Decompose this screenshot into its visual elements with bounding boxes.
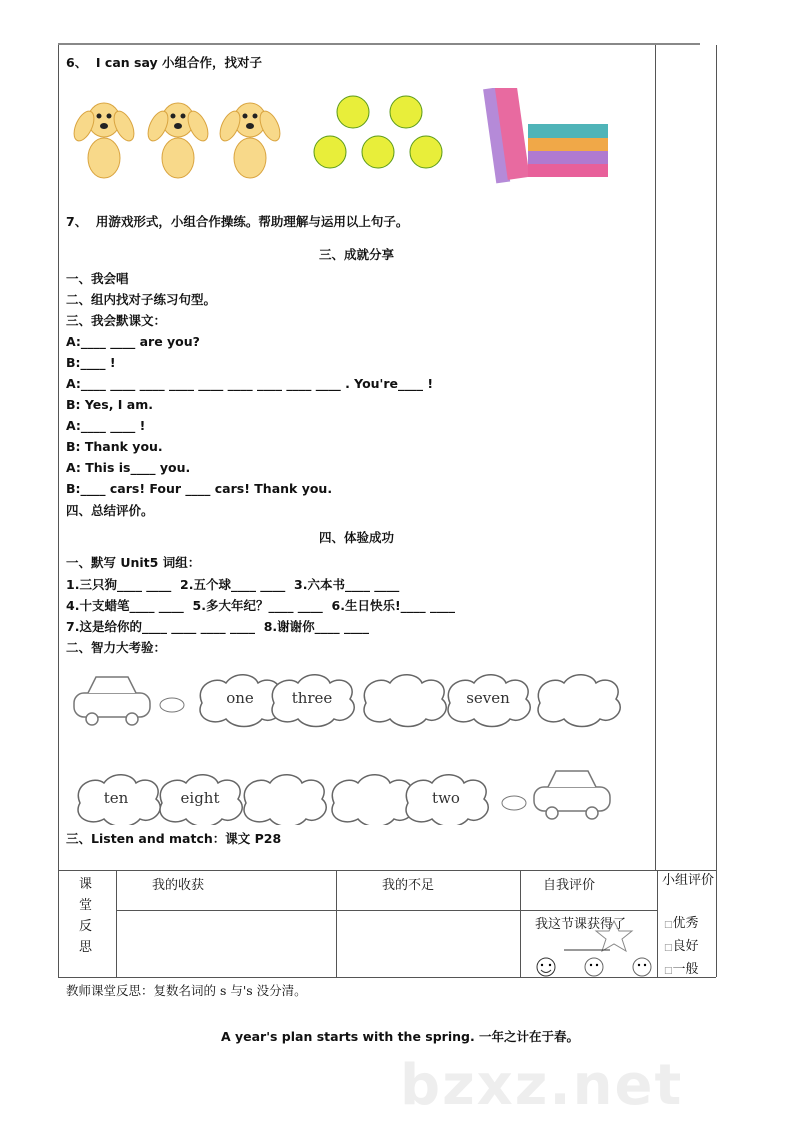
svg-text:one: one: [226, 689, 254, 707]
option-excellent[interactable]: □优秀: [664, 916, 699, 931]
neutral-face-icon: [633, 958, 651, 976]
top-rule: [58, 43, 700, 45]
cloud-item: [244, 775, 326, 825]
share-line: B: Yes, I am.: [66, 397, 154, 412]
cloud-item: [272, 675, 354, 727]
neutral-face-icon: [585, 958, 603, 976]
share-line: A:____ ____ are you?: [66, 334, 200, 349]
share-line: B:____ !: [66, 355, 116, 370]
smile-face-icon: [537, 958, 555, 976]
dog-icon: [216, 103, 284, 178]
frame-left: [58, 45, 59, 977]
col-line: [116, 870, 117, 977]
share-line: A:____ ____ ____ ____ ____ ____ ____ ____ ____ . You're____ !: [66, 376, 434, 391]
item-6: 6、 I can say 小组合作，找对子: [66, 55, 262, 70]
svg-text:ten: ten: [103, 789, 129, 807]
share-line: 二、组内找对子练习句型。: [66, 292, 217, 307]
share-line: A: This is____ you.: [66, 460, 191, 475]
frame-right: [716, 45, 717, 977]
dog-icon: [144, 103, 212, 178]
cloud-item: [448, 675, 530, 727]
share-line: 一、我会唱: [66, 271, 129, 286]
books-icon: [483, 88, 608, 183]
col-group: 小组评价: [662, 873, 715, 888]
puff-icon: [160, 698, 184, 712]
cloud-item: [200, 675, 282, 727]
cloud-item: [538, 675, 620, 727]
puzzle-area: [66, 665, 626, 825]
share-line: 四、总结评价。: [66, 503, 154, 518]
cloud-item: [78, 775, 160, 825]
svg-text:three: three: [291, 689, 333, 707]
car-icon: [534, 771, 610, 819]
table-mid: [116, 910, 657, 911]
col-self: 自我评价: [543, 878, 596, 893]
reflection-label: 课 堂 反 思: [79, 877, 93, 955]
col-line: [520, 870, 521, 977]
experience-heading: 四、体验成功: [318, 530, 394, 545]
share-line: A:____ ____ !: [66, 418, 146, 433]
experience-line: 一、默写 Unit5 词组：: [66, 555, 201, 570]
option-good[interactable]: □良好: [664, 939, 699, 954]
svg-text:eight: eight: [180, 789, 220, 807]
svg-text:seven: seven: [466, 689, 510, 707]
teacher-note: 教师课堂反思：复数名词的 s 与's 没分清。: [66, 983, 307, 998]
item-7: 7、 用游戏形式，小组合作操练。帮助理解与运用以上句子。: [66, 214, 409, 229]
option-average[interactable]: □一般: [664, 962, 699, 977]
experience-line: 7.这是给你的____ ____ ____ ____ 8.谢谢你____ ____: [66, 619, 370, 634]
cloud-item: [332, 775, 414, 825]
cloud-item: [160, 775, 242, 825]
dog-icon: [70, 103, 138, 178]
experience-line: 二、智力大考验：: [66, 640, 167, 655]
cloud-item: [406, 775, 488, 825]
self-text: 我这节课获得了: [535, 917, 627, 932]
frame-divider: [655, 45, 656, 870]
share-line: B:____ cars! Four ____ cars! Thank you.: [66, 481, 333, 496]
table-bottom: [58, 977, 716, 978]
svg-text:two: two: [432, 789, 460, 807]
share-line: B: Thank you.: [66, 439, 163, 454]
col-line: [657, 870, 658, 977]
col-lack: 我的不足: [382, 878, 435, 893]
cloud-item: [364, 675, 446, 727]
self-rating: [522, 915, 656, 977]
watermark: bzxz.net: [400, 1053, 684, 1118]
share-heading: 三、成就分享: [318, 247, 394, 262]
share-line: 三、我会默课文：: [66, 313, 167, 328]
table-top: [58, 870, 716, 871]
experience-line: 4.十支蜡笔____ ____ 5.多大年纪？____ ____ 6.生日快乐!____ ____: [66, 598, 456, 613]
group-options: [664, 913, 699, 982]
col-line: [336, 870, 337, 977]
pictures-row: [66, 88, 626, 188]
motto: A year's plan starts with the spring. 一年之计在于春。: [220, 1029, 580, 1044]
star-icon: [596, 921, 632, 951]
ball-icon: [314, 96, 442, 168]
col-gain: 我的收获: [152, 878, 205, 893]
experience-line: 1.三只狗____ ____ 2.五个球____ ____ 3.六本书____ ____: [66, 577, 400, 592]
car-icon: [74, 677, 150, 725]
listen-match: 三、Listen and match：课文 P28: [66, 831, 282, 846]
puff-icon: [502, 796, 526, 810]
